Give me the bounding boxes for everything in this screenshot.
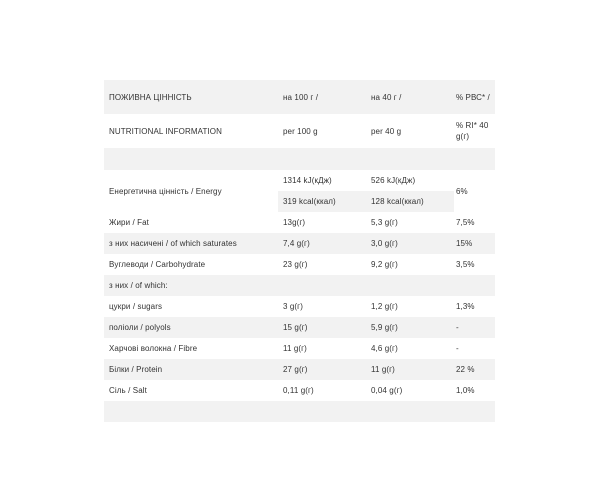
row-ri: 15% (456, 239, 473, 248)
energy-per100 (278, 170, 366, 212)
table-row (104, 212, 495, 233)
row-per40 (366, 275, 454, 296)
row-per100: 0,11 g(г) (283, 386, 314, 395)
row-ri: 3,5% (456, 260, 475, 269)
row-label: Харчові волокна / Fibre (109, 344, 198, 353)
row-ri: - (456, 323, 459, 332)
row-per40: 5,9 g(г) (371, 323, 398, 332)
energy-per40 (366, 170, 454, 212)
row-ri (454, 275, 495, 296)
table-row (104, 275, 495, 296)
row-label: поліоли / polyols (109, 323, 171, 332)
row-label: Жири / Fat (109, 218, 149, 227)
row-label: з них насичені / of which saturates (109, 239, 237, 248)
energy-label: Енергетична цінність / Energy (109, 186, 222, 196)
empty-row (104, 148, 495, 170)
row-label: цукри / sugars (109, 302, 163, 311)
row-per100: 23 g(г) (283, 260, 308, 269)
row-per100: 15 g(г) (283, 323, 308, 332)
row-per40: 0,04 g(г) (371, 386, 403, 395)
row-ri: 1,0% (456, 386, 475, 395)
row-per100 (278, 275, 366, 296)
row-ri: 1,3% (456, 302, 475, 311)
row-per40: 4,6 g(г) (371, 344, 398, 353)
header-ri-en: % RI* 40 g(г) (456, 121, 489, 141)
table-row (104, 296, 495, 317)
row-per100: 7,4 g(г) (283, 239, 310, 248)
row-per40: 11 g(г) (371, 365, 395, 374)
header-row-ua (104, 80, 495, 114)
table-row (104, 338, 495, 359)
row-label: Сіль / Salt (109, 386, 147, 395)
row-ri: 22 % (456, 365, 475, 374)
header-nutrient-ua: ПОЖИВНА ЦІННІСТЬ (109, 92, 192, 102)
row-per100: 11 g(г) (283, 344, 307, 353)
empty-row (104, 401, 495, 422)
row-per100: 13g(г) (283, 218, 306, 227)
row-label: Білки / Protein (109, 365, 163, 374)
header-per100-en: per 100 g (283, 126, 318, 136)
row-label: Вуглеводи / Carbohydrate (109, 260, 206, 269)
row-per40: 9,2 g(г) (371, 260, 398, 269)
table-row (104, 254, 495, 275)
nutrition-table (104, 80, 495, 422)
table-row (104, 380, 495, 401)
header-row-en (104, 114, 495, 148)
header-per100-ua: на 100 г / (283, 92, 319, 102)
row-label: з них / of which: (109, 281, 168, 290)
energy-ri: 6% (456, 186, 468, 196)
header-ri-ua: % РВС* / (456, 92, 490, 102)
table-row (104, 317, 495, 338)
row-ri: 7,5% (456, 218, 475, 227)
header-nutrient-en: NUTRITIONAL INFORMATION (109, 126, 222, 136)
row-per40: 1,2 g(г) (371, 302, 398, 311)
table-row (104, 359, 495, 380)
energy-per40-kcal: 128 kcal(ккал) (366, 191, 454, 212)
row-ri: - (456, 344, 459, 353)
row-per100: 27 g(г) (283, 365, 308, 374)
energy-per40-kj: 526 kJ(кДж) (366, 170, 454, 191)
row-per40: 5,3 g(г) (371, 218, 398, 227)
table-row (104, 233, 495, 254)
energy-row (104, 170, 495, 212)
energy-per100-kcal: 319 kcal(ккал) (278, 191, 366, 212)
header-per40-ua: на 40 г / (371, 92, 402, 102)
row-per100: 3 g(г) (283, 302, 303, 311)
energy-per100-kj: 1314 kJ(кДж) (278, 170, 366, 191)
header-per40-en: per 40 g (371, 126, 402, 136)
row-per40: 3,0 g(г) (371, 239, 398, 248)
